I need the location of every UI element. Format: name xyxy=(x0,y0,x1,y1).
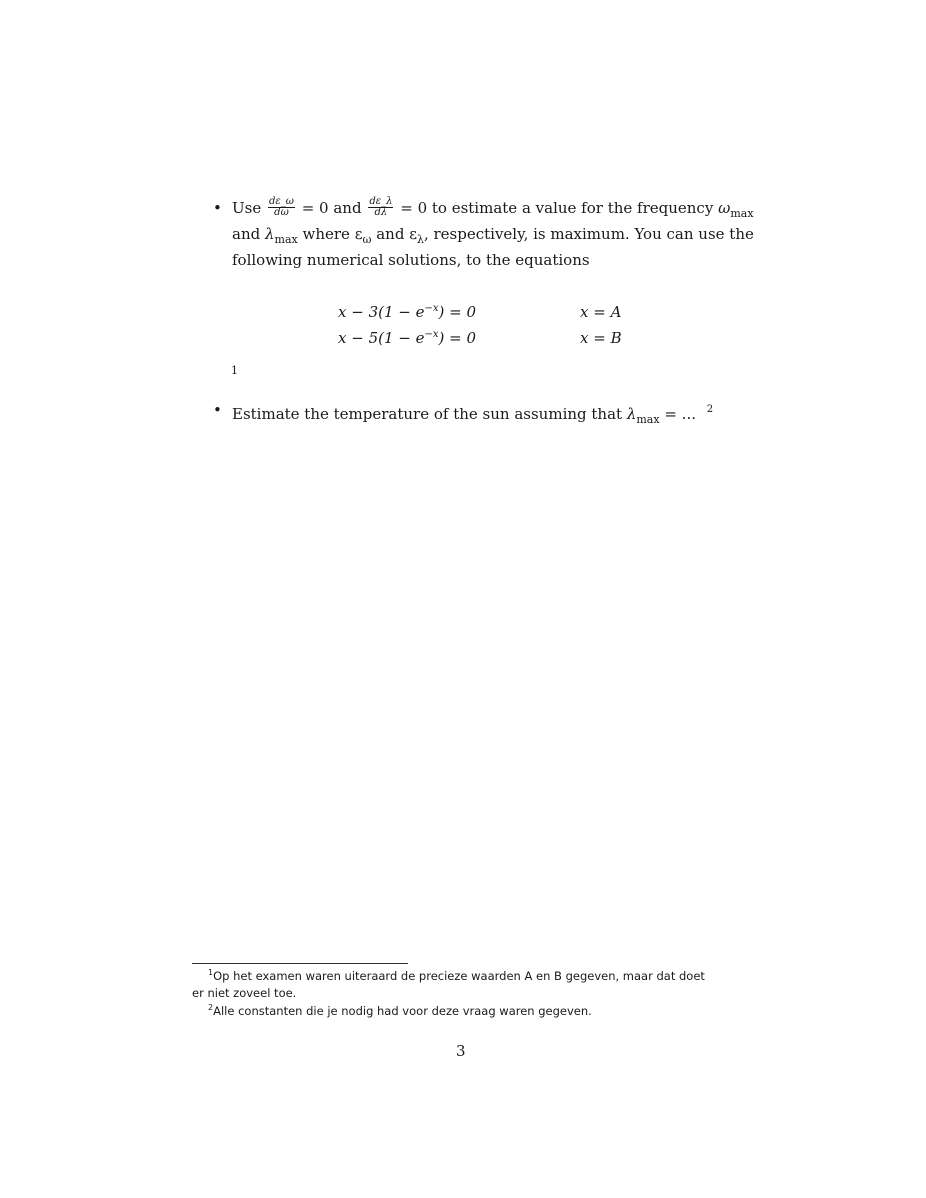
bullet-line-2: and $\lambda_{max}$ where $\varepsilon_\omega$ and $\varepsilon_\lambda$, respectively, is maximum. You can use the xyxy=(232,225,754,246)
equation-2-lhs: $x - 5(1 - e^{-x}) = 0$ xyxy=(338,329,477,347)
bullet-text: Estimate the temperature of the sun assuming that $\lambda_{max}$ = ... $^2$ xyxy=(232,404,714,426)
fraction-d-eps-omega: $\frac{d\varepsilon\_\omega}{d\omega}$ xyxy=(269,195,294,218)
bullet-line-3: following numerical solutions, to the equations xyxy=(232,251,590,269)
page-number: 3 xyxy=(456,1042,466,1060)
bullet-dot: • xyxy=(213,199,222,217)
equation-1-rhs: x = A xyxy=(580,303,622,321)
footnote-marker-2: 2 xyxy=(706,404,714,415)
bullet-line-1: Use $\frac{d\varepsilon\_\omega}{d\omega}$ = 0 and $\frac{d\varepsilon\_\lambda}{d\lambda}$ = 0 to estimate a value for the frequency $\omega_{max}$ xyxy=(232,195,754,220)
equation-1-lhs: $x - 3(1 - e^{-x}) = 0$ xyxy=(338,303,477,321)
bullet-dot: • xyxy=(213,401,222,419)
footnote-marker-1: 1 xyxy=(231,364,238,377)
equation-2-rhs: x = B xyxy=(580,329,622,347)
footnote-1: $^1$Op het examen waren uiteraard de precieze waarden A en B gegeven, maar dat doet er niet zoveel toe. xyxy=(192,968,705,1000)
footnote-2: $^2$Alle constanten die je nodig had voor deze vraag waren gegeven. xyxy=(208,1003,592,1018)
fraction-d-eps-lambda: $\frac{d\varepsilon\_\lambda}{d\lambda}$ xyxy=(369,195,393,218)
bullet-text xyxy=(232,195,754,270)
